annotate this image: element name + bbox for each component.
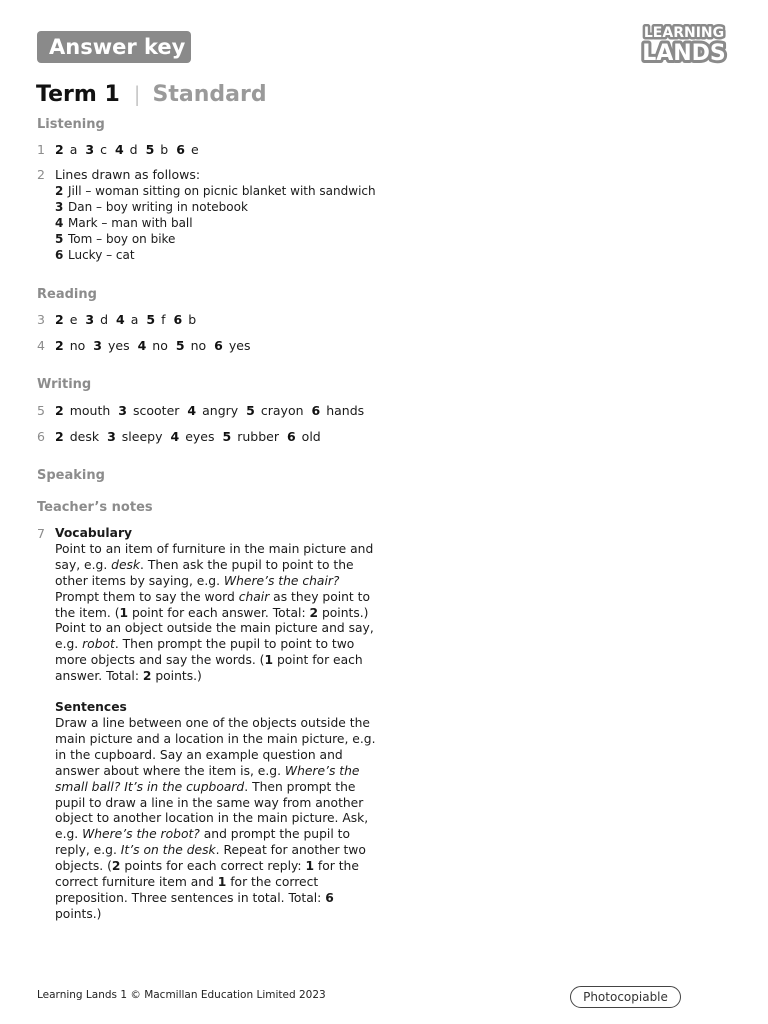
answer-item [85, 312, 108, 327]
answer-number: 2 [55, 338, 64, 353]
question-number: 1 [37, 142, 45, 157]
question-number: 4 [37, 338, 45, 353]
answer-item [55, 403, 110, 418]
svg-text:LEARNING: LEARNING [643, 25, 725, 41]
matching-line [55, 215, 376, 231]
answer-text: angry [202, 403, 239, 418]
line-text: Tom – boy on bike [68, 232, 176, 246]
question-3 [37, 312, 204, 327]
answer-number: 4 [114, 142, 124, 157]
answer-item [85, 142, 107, 157]
answer-item [55, 338, 85, 353]
answer-number: 6 [286, 429, 296, 444]
italic-run: Where’s the small ball? It’s in the cupboard [55, 763, 360, 794]
answer-text: old [301, 429, 321, 444]
answer-text: a [69, 142, 78, 157]
answer-number: 2 [55, 429, 64, 444]
answer-text: mouth [69, 403, 111, 418]
question-intro: Lines drawn as follows: [55, 167, 201, 182]
answer-item [246, 403, 303, 418]
answer-text: c [100, 142, 107, 157]
page-title [36, 82, 267, 107]
question-5 [37, 403, 372, 418]
answer-text: no [190, 338, 207, 353]
answer-item [214, 338, 250, 353]
answer-number: 3 [107, 429, 116, 444]
question-number: 3 [37, 312, 45, 327]
italic-run: robot [82, 637, 115, 652]
answer-text: desk [69, 429, 100, 444]
answer-item [174, 312, 197, 327]
question-2 [37, 167, 200, 182]
answer-number: 5 [246, 403, 255, 418]
bold-run: 2 [142, 669, 152, 684]
italic-run: desk [111, 557, 141, 572]
answer-item [146, 142, 169, 157]
matching-lines [55, 183, 376, 263]
answer-item [287, 429, 321, 444]
answer-number: 4 [137, 338, 147, 353]
answer-text: b [188, 312, 197, 327]
answer-item [118, 403, 179, 418]
answer-text: eyes [185, 429, 215, 444]
bold-run: 1 [264, 653, 274, 668]
answer-number: 4 [187, 403, 197, 418]
italic-run: chair [238, 589, 270, 604]
learning-lands-logo [636, 22, 732, 64]
answer-number: 3 [85, 312, 95, 327]
term-title: Term 1 [36, 82, 120, 107]
question-number: 7 [37, 526, 45, 541]
question-4 [37, 338, 258, 353]
line-number: 2 [55, 184, 64, 198]
answer-text: b [160, 142, 169, 157]
answer-key-badge: Answer key [37, 31, 191, 63]
answer-number: 5 [146, 312, 156, 327]
line-number: 6 [55, 248, 64, 262]
vocabulary-heading: Vocabulary [55, 526, 133, 540]
question-6 [37, 429, 329, 444]
photocopiable-badge: Photocopiable [570, 986, 681, 1008]
answer-number: 6 [173, 312, 183, 327]
answer-text: yes [107, 338, 130, 353]
answer-number: 3 [85, 142, 95, 157]
section-speaking: Speaking [37, 468, 105, 483]
answer-item [116, 312, 138, 327]
answer-list [55, 338, 258, 353]
answer-list [55, 429, 329, 444]
section-teachers-notes: Teacher’s notes [37, 500, 153, 515]
answer-text: no [69, 338, 86, 353]
line-number: 5 [55, 232, 64, 246]
matching-line [55, 231, 376, 247]
question-7-notes [55, 526, 380, 923]
line-text: Dan – boy writing in notebook [68, 200, 248, 214]
line-text: Jill – woman sitting on picnic blanket with sandwich [68, 184, 376, 198]
answer-number: 6 [214, 338, 223, 353]
italic-run: Where’s the chair? [223, 573, 340, 588]
answer-item [138, 338, 168, 353]
bold-run: 2 [111, 859, 121, 874]
answer-list [55, 403, 372, 418]
matching-line [55, 199, 376, 215]
answer-number: 4 [170, 429, 180, 444]
line-number: 3 [55, 200, 64, 214]
bold-run: 1 [119, 605, 129, 620]
answer-item [55, 429, 99, 444]
answer-number: 6 [176, 142, 185, 157]
answer-item [146, 312, 165, 327]
answer-text: hands [326, 403, 365, 418]
answer-item [55, 312, 77, 327]
answer-number: 2 [55, 142, 64, 157]
matching-line [55, 183, 376, 199]
answer-item [223, 429, 279, 444]
italic-run: Where’s the robot? [82, 827, 200, 842]
answer-text: d [129, 142, 138, 157]
answer-list [55, 142, 207, 157]
answer-number: 6 [311, 403, 321, 418]
answer-number: 3 [93, 338, 102, 353]
answer-text: scooter [132, 403, 180, 418]
line-number: 4 [55, 216, 64, 230]
answer-item [93, 338, 129, 353]
answer-text: rubber [237, 429, 279, 444]
section-writing: Writing [37, 377, 92, 392]
answer-item [312, 403, 365, 418]
answer-text: no [152, 338, 168, 353]
svg-text:LANDS: LANDS [642, 41, 726, 64]
bold-run: 2 [309, 605, 319, 620]
answer-number: 5 [145, 142, 155, 157]
answer-number: 3 [118, 403, 127, 418]
answer-item [176, 338, 206, 353]
answer-text: d [100, 312, 109, 327]
answer-number: 5 [175, 338, 185, 353]
vocabulary-paragraph-2: Point to an object outside the main picture and say, e.g. robot. Then prompt the pupil to point to two more objects and say the words. (1 point for each answer. Total: 2 points.) [55, 621, 374, 684]
bold-run: 1 [305, 859, 314, 874]
answer-item [187, 403, 238, 418]
bold-run: 6 [325, 890, 334, 905]
answer-text: f [161, 312, 166, 327]
answer-number: 4 [116, 312, 125, 327]
bold-run: 1 [217, 875, 227, 890]
title-separator: | [133, 82, 141, 106]
section-reading: Reading [37, 287, 97, 302]
answer-text: e [190, 142, 199, 157]
answer-item [55, 142, 77, 157]
question-number: 5 [37, 403, 45, 418]
answer-item [107, 429, 162, 444]
answer-item [171, 429, 215, 444]
section-listening: Listening [37, 117, 105, 132]
answer-text: yes [228, 338, 251, 353]
answer-text: a [130, 312, 139, 327]
matching-line [55, 247, 376, 263]
answer-list [55, 312, 204, 327]
italic-run: It’s on the desk [120, 843, 216, 858]
answer-number: 5 [222, 429, 232, 444]
answer-number: 2 [55, 312, 64, 327]
sentences-paragraph: Draw a line between one of the objects outside the main picture and a location in the main picture, e.g. in the cupboard. Say an example question and answer about where the item is, e.g. Where’s the small ball? It’s in the cupboard. Then prompt the pupil to draw a line in the same way from another object to another location in the main picture. Ask, e.g. Where’s the robot? and prompt the pupil to reply, e.g. It’s on the desk. Repeat for another two objects. (2 points for each correct reply: 1 for the correct furniture item and 1 for the correct preposition. Three sentences in total. Total: 6 points.) [55, 715, 376, 921]
answer-text: sleepy [121, 429, 163, 444]
copyright-notice: Learning Lands 1 © Macmillan Education Limited 2023 [37, 989, 326, 1001]
answer-text: e [69, 312, 78, 327]
question-number: 6 [37, 429, 45, 444]
answer-number: 2 [55, 403, 64, 418]
line-text: Mark – man with ball [68, 216, 193, 230]
line-text: Lucky – cat [68, 248, 135, 262]
answer-item [115, 142, 138, 157]
sentences-heading: Sentences [55, 700, 127, 715]
question-number: 2 [37, 167, 45, 182]
answer-text: crayon [260, 403, 304, 418]
vocabulary-paragraph-1: Point to an item of furniture in the main picture and say, e.g. desk. Then ask the pupil to point to the other items by saying, e.g. Where’s the chair? Prompt them to say the word chair as they point to the item. (1 point for each answer. Total: 2 points.) [55, 541, 374, 620]
level-title: Standard [152, 82, 267, 107]
answer-item [176, 142, 198, 157]
question-1 [37, 142, 207, 157]
